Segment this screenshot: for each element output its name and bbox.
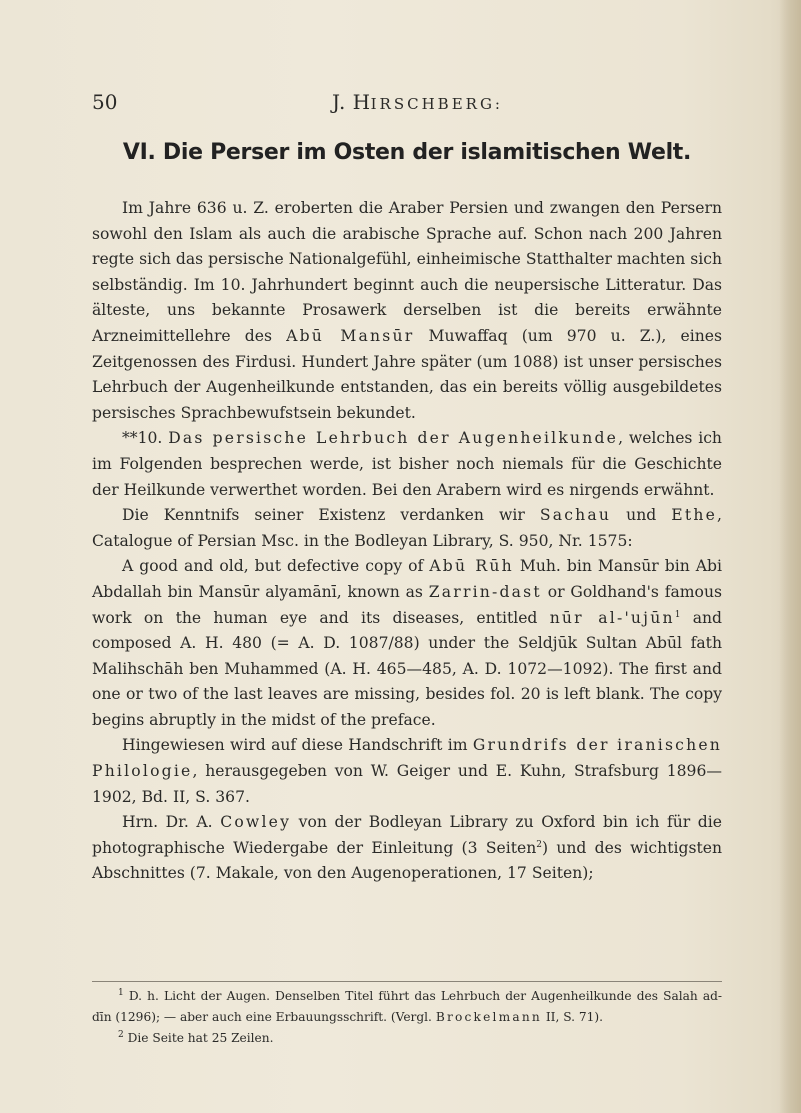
text-run: von der Bodleyan Library zu Oxford bin ich für die photographische Wiedergabe der Einleitung (3 Seiten [92,813,722,857]
spaced-title: Grundrifs der iranischen Philologie [92,736,722,781]
spaced-title: Das persische Lehrbuch der Augenheilkunde [168,429,619,448]
paragraph-4-quote [92,554,722,733]
paragraph-2 [92,426,722,503]
section-title: VI. Die Perser im Osten der islamitischen Welt. [122,140,692,165]
spaced-name: Abū Rūh [429,557,514,576]
text-run: ) und des wichtigsten Abschnittes (7. Makale, von den Augenoperationen, 17 Seiten); [92,838,722,883]
paragraph-3 [92,503,722,554]
spaced-name: Cowley [220,813,292,832]
section-mark: **10. [122,429,169,448]
text-run: , welches ich im Folgenden besprechen werde, ist bisher noch niemals für die Geschichte der Heilkunde verwerthet worden. Bei den Arabern wird es nirgends erwähnt. [92,429,722,499]
text-run: Muh. bin Mansūr bin Abi Abdallah bin Mansūr alyamānī, known as [92,557,722,601]
text-run: D. h. Licht der Augen. Denselben Titel führt das Lehrbuch der Augenheilkunde des Salah ad-dīn (1296); — aber auch eine Erbauungsschrift. (Vergl. [92,989,723,1024]
text-run: or Goldhand's famous work on the human eye and its diseases, entitled [92,582,722,627]
text-run: Im Jahre 636 u. Z. eroberten die Araber Persien und zwangen den Persern sowohl den Islam als auch die arabische Sprache auf. Schon nach 200 Jahren regte sich das persische Nationalgefühl, einheimische Statthalter machten sich selbständig. Im 10. Jahrhundert beginnt auch die neupersische Litteratur. Das älteste, uns bekannte Prosawerk derselben ist die bereits erwähnte Arzneimittellehre des [92,199,722,345]
footnotes [92,986,722,1049]
text-run: and composed A. H. 480 (= A. D. 1087/88) under the Seldjūk Sultan Abūl fath Malihschāh ben Muhammed (A. H. 465—485, A. D. 1072—1092). The first and one or two of the last leaves are missing, besides fol. 20 is left blank. The copy begins abruptly in the midst of the preface. [92,608,723,729]
author-rest: IRSCHBERG: [370,95,503,113]
text-run: A good and old, but defective copy of [122,557,430,576]
text-run: Die Kenntnifs seiner Existenz verdanken wir [122,506,540,525]
author-initial: J. H [332,90,371,114]
footnote-mark: 1 [118,987,124,998]
text-run: Hingewiesen wird auf diese Handschrift im [122,736,473,755]
text-run: , herausgegeben von W. Geiger und E. Kuhn, Strafsburg 1896—1902, Bd. II, S. 367. [92,762,722,806]
spaced-name: Brockelmann [435,1010,542,1024]
text-run: , Catalogue of Persian Msc. in the Bodleyan Library, S. 950, Nr. 1575: [92,506,722,550]
spaced-name: Ethe [671,506,718,525]
running-author [332,90,503,114]
footnote-ref: 1 [674,609,681,620]
page-edge-shadow [779,0,801,1113]
spaced-name: Zarrin-dast [428,582,542,601]
spaced-name: Abū Mansūr [286,326,415,345]
text-run: Die Seite hat 25 Zeilen. [127,1031,274,1045]
footnote-ref: 2 [536,839,542,850]
footnote-mark: 2 [118,1029,124,1040]
text-run: II, S. 71). [541,1010,604,1024]
footnote-2 [92,1028,722,1049]
footnote-1 [92,986,722,1028]
text-run: und [611,506,672,525]
text-run: Hrn. Dr. A. [122,813,221,832]
page-number: 50 [92,90,118,114]
running-header [92,90,722,120]
footnote-rule [92,981,722,982]
body-text [92,196,722,887]
spaced-name: Sachau [539,506,612,525]
paragraph-5 [92,733,722,810]
paragraph-6 [92,810,722,887]
spaced-title: nūr al-'ujūn [549,608,675,627]
paragraph-1 [92,196,722,426]
text-run: Muwaffaq (um 970 u. Z.), eines Zeitgenossen des Firdusi. Hundert Jahre später (um 1088) ist unser persisches Lehrbuch der Augenheilkunde entstanden, das ein bereits völlig ausgebildetes persisches Sprachbewufstsein bekundet. [92,326,722,422]
